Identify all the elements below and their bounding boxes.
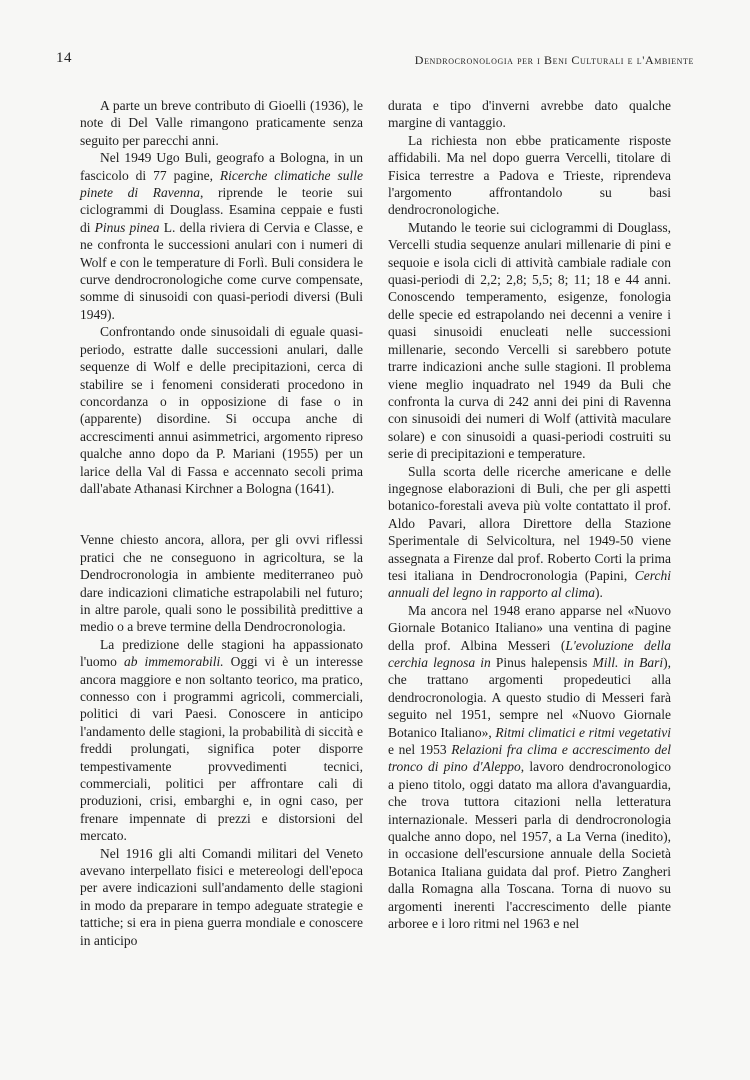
text-run: Ma ancora nel 1948 erano apparse nel «Nuovo Giornale Botanico Italiano» una ventina di pagine della prof. Albina Messeri ( <box>388 602 671 653</box>
paragraph <box>80 149 363 323</box>
text-run: L. della riviera di Cervia e Classe, e ne confronta le successioni anulari con i numeri di Wolf e con le temperature di Forlì. Buli considera le curve dendrocronologiche come curve compensate, somme di sinusoidi con quasi-periodi diversi (Buli 1949). <box>80 219 363 322</box>
paragraph <box>388 463 671 602</box>
page-number: 14 <box>56 50 72 66</box>
running-title: Dendrocronologia per i Beni Culturali e l'Ambiente <box>414 53 694 67</box>
text-run: ). <box>595 585 603 601</box>
text-run: Mutando le teorie sui ciclogrammi di Douglass, Vercelli studia sequenze anulari millenarie di pini e sequoie e isola cicli di attività cambiale radiale con quasi-periodi di 2,2; 2,8; 5,5; 8; 11; 18 e 44 anni. Conoscendo temperamento, esigenze, fonologia delle specie ed estrapolando nei decenni a venire i quasi sinusoidi enucleati nelle successioni millenarie, secondo Vercelli si sarebbero potute trarre indicazioni anche sulle stagioni. Il problema viene meglio inquadrato nel 1949 da Buli che confronta la curva di 242 anni dei pini di Ravenna con sinusoidi dei numeri di Wolf (attività maculare solare) e con sinusoidi a quasi-periodi costruiti su serie di precipitazioni e temperature. <box>388 219 671 462</box>
text-run: Nel 1916 gli alti Comandi militari del Veneto avevano interpellato fisici e metereologi dell'epoca per avere indicazioni sull'andamento delle stagioni in modo da preparare in tempo adeguate strategie e tattiche; si era in piena guerra mondiale e conoscere in anticipo <box>80 845 363 948</box>
paragraph <box>388 602 671 933</box>
running-head <box>56 50 694 70</box>
text-run: e nel 1953 <box>388 742 452 758</box>
paragraph <box>388 219 671 463</box>
paragraph <box>388 132 671 219</box>
paragraph <box>80 636 363 845</box>
paragraph <box>80 531 363 635</box>
text-run: A parte un breve contributo di Gioelli (1936), le note di Del Valle rimangono praticamente senza seguito per parecchi anni. <box>80 98 363 148</box>
italic-text: Mill. in Bari <box>592 655 664 670</box>
italic-text: ab immemorabili. <box>123 654 224 670</box>
text-run: Oggi vi è un interesse ancora maggiore e non soltanto teorico, ma pratico, connesso con i programmi agricoli, commerciali, politici di vari Paesi. Conoscere in anticipo l'andamento delle stagioni, la probabilità di siccità e freddi prolungati, significa poter disporre tempestivamente provvedimenti tecnici, commerciali, politici per affrontare cali di produzioni, crisi, embarghi e, in ogni caso, per frenare impennate di prezzi e distorsioni del mercato. <box>80 654 363 844</box>
text-run: , riprende le teorie sui ciclogrammi di Douglass. Esamina ceppaie e fusti di <box>80 185 363 235</box>
italic-text: Ricerche climatiche sulle pinete di Ravenna <box>80 167 363 201</box>
text-run: ), che trattano argomenti propedeutici alla dendrocronologia. A questo studio di Messeri farà seguito nel 1951, sempre nel «Nuovo Giornale Botanico Italiano», <box>388 655 672 740</box>
text-run: , lavoro dendrocronologico a pieno titolo, oggi datato ma allora d'avanguardia, che trova tuttora citazioni nella letteratura internazionale. Messeri parla di dendrocronologia qualche anno dopo, nel 1957, a La Verna (inedito), in occasione dell'escursione annuale della Società Botanica Italiana guidata dal prof. Pietro Zangheri dalla Romagna alla Toscana. Torna di nuovo su argomenti inerenti l'accrescimento delle piante arboree e i loro ritmi nel 1963 e nel <box>388 759 671 932</box>
italic-text: Ritmi climatici e ritmi vegetativi <box>495 724 671 740</box>
text-run: Nel 1949 Ugo Buli, geografo a Bologna, in un fascicolo di 77 pagine, <box>80 150 363 183</box>
text-run: durata e tipo d'inverni avrebbe dato qualche margine di vantaggio. <box>388 98 671 131</box>
italic-text: Pinus pinea <box>94 219 160 235</box>
paragraph <box>80 323 363 497</box>
left-text-column <box>80 97 363 949</box>
text-run: La predizione delle stagioni ha appassionato l'uomo <box>80 636 363 670</box>
text-run: Venne chiesto ancora, allora, per gli ovvi riflessi pratici che ne conseguono in agricoltura, se la Dendrocronologia in ambiente mediterraneo può dare indicazioni climatiche estrapolabili nel futuro; in altre parole, quali sono le possibilità predittive a medio o a breve termine della Dendrocronologia. <box>80 532 363 635</box>
right-text-column <box>388 97 671 933</box>
italic-text: Cerchi annuali del legno in rapporto al clima <box>388 567 671 601</box>
italic-text: L'evoluzione della cerchia legnosa in <box>388 637 672 670</box>
paragraph <box>80 97 363 149</box>
italic-text: Relazioni fra clima e accrescimento del tronco di pino d'Aleppo <box>388 742 671 775</box>
text-run: Pinus halepensis <box>490 655 593 670</box>
paragraph <box>80 845 363 949</box>
text-run: Confrontando onde sinusoidali di eguale quasi-periodo, estratte dalle successioni anulari, dalle sequenze di Wolf e delle precipitazioni, cerca di stabilire se i fenomeni considerati procedono in concordanza o in opposizione di fase o in (apparente) disordine. Si occupa anche di accrescimenti annui asimmetrici, argomento ripreso qualche anno dopo da P. Mariani (1955) per un larice della Val di Fassa e accennato secoli prima dall'abate Athanasi Kirchner a Bologna (1641). <box>80 324 363 496</box>
text-run: Sulla scorta delle ricerche americane e delle ingegnose elaborazioni di Buli, che per gli aspetti botanico-forestali aveva più volte contattato il prof. Aldo Pavari, allora Direttore della Stazione Sperimentale di Selvicoltura, nel 1949-50 viene assegnata a Firenze dal prof. Roberto Corti la prima tesi italiana in Dendrocronologia (Papini, <box>388 463 671 583</box>
paragraph <box>388 97 671 132</box>
text-run: La richiesta non ebbe praticamente risposte affidabili. Ma nel dopo guerra Vercelli, titolare di Fisica terrestre a Padova e Trieste, riprendeva l'argomento affrontandolo su basi dendrocronologiche. <box>388 132 671 218</box>
